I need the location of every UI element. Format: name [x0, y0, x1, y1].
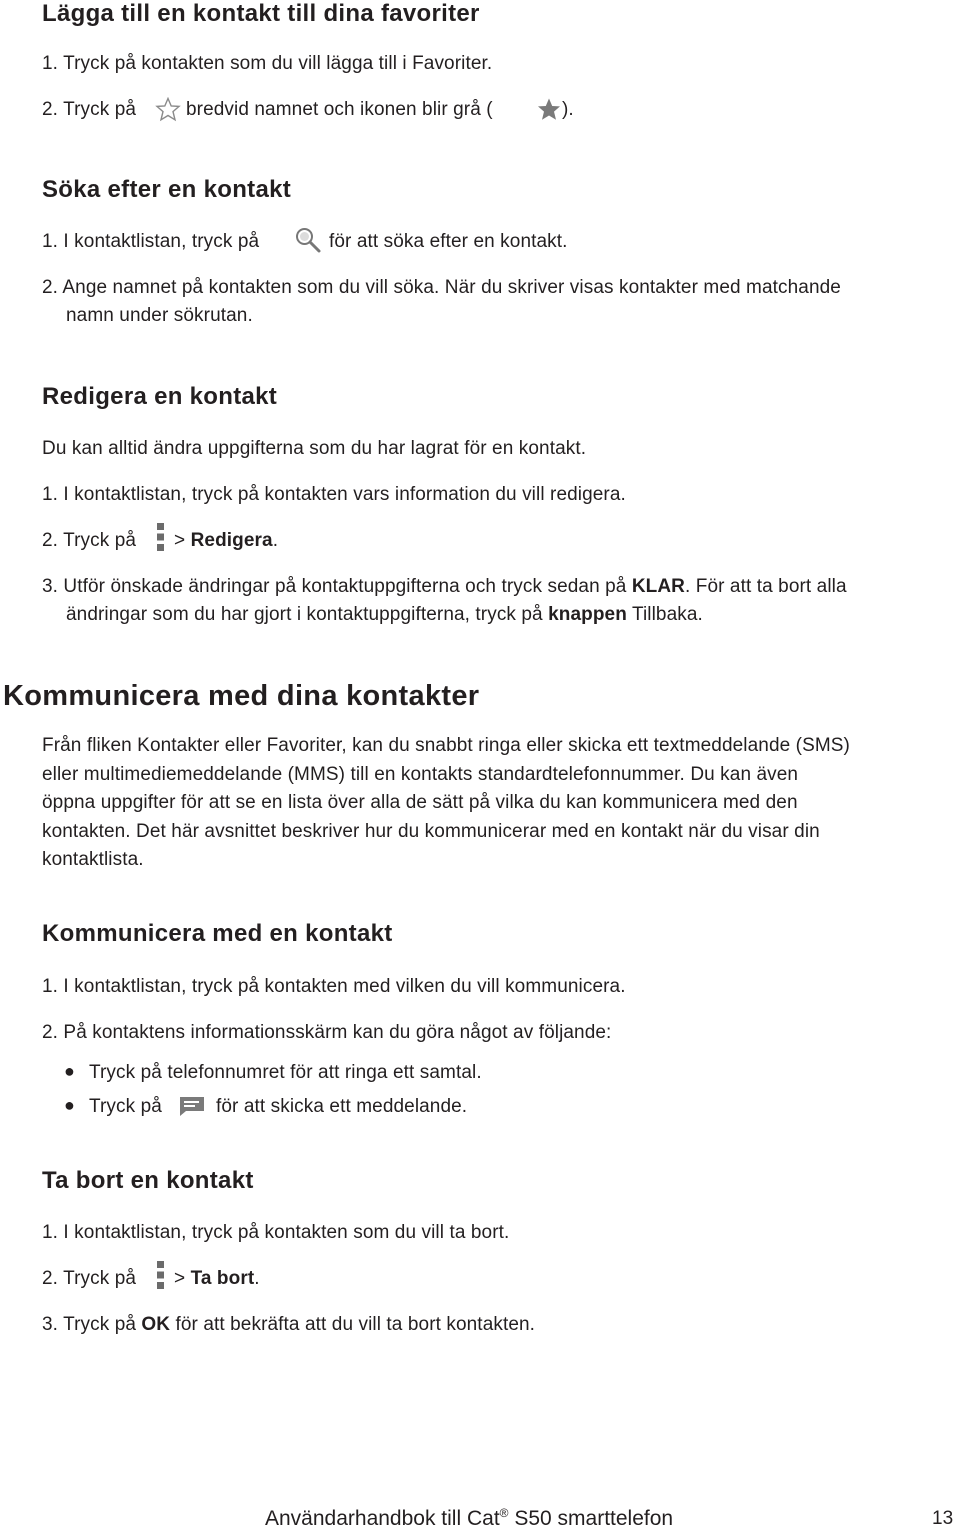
edit-step-2-start: 2. Tryck på	[42, 530, 137, 551]
search-step-2-line-1: 2. Ange namnet på kontakten som du vill söka. När du skriver visas kontakter med matchande	[42, 277, 841, 298]
delete-step-2-end: > Ta bort.	[174, 1268, 260, 1289]
communicate-step-1: 1. I kontaktlistan, tryck på kontakten med vilken du vill kommunicera.	[42, 976, 626, 997]
delete-step-2-start: 2. Tryck på	[42, 1268, 137, 1289]
favorites-step-1: 1. Tryck på kontakten som du vill lägga till i Favoriter.	[42, 53, 493, 74]
communicate-bullet-2-start: Tryck på	[89, 1096, 162, 1117]
section-title-delete: Ta bort en kontakt	[42, 1167, 254, 1194]
favorites-step-2-start: 2. Tryck på	[42, 99, 137, 120]
edit-action-label: Redigera	[190, 530, 273, 551]
communicate-step-2: 2. På kontaktens informationsskärm kan du göra något av följande:	[42, 1022, 612, 1043]
communicate-paragraph: Från fliken Kontakter eller Favoriter, kan du snabbt ringa eller skicka ett textmeddelande (SMS) eller multimediemeddelande (MMS) till en kontakts standardtelefonnummer. Du kan även öppna uppgifter för att se en lista över alla de sätt på vilka du kan kommunicera med den kontakten. Det här avsnittet beskriver hur du kommunicerar med en kontakt när du visar din kontaktlista.	[42, 735, 850, 870]
section-title-communicate-contact: Kommunicera med en kontakt	[42, 920, 393, 947]
edit-intro: Du kan alltid ändra uppgifterna som du har lagrat för en kontakt.	[42, 438, 587, 459]
search-step-1-end: för att söka efter en kontakt.	[329, 231, 568, 252]
communicate-bullet-2-end: för att skicka ett meddelande.	[216, 1096, 468, 1117]
search-step-1-start: 1. I kontaktlistan, tryck på	[42, 231, 260, 252]
section-title-edit: Redigera en kontakt	[42, 383, 278, 410]
done-label: KLAR	[631, 576, 685, 597]
favorites-step-2-middle: bredvid namnet och ikonen blir grå (	[186, 99, 493, 120]
star-outline-icon	[155, 97, 181, 127]
registered-mark: ®	[499, 1506, 509, 1520]
edit-step-3-line-1: 3. Utför önskade ändringar på kontaktuppgifterna och tryck sedan på KLAR. För att ta bort alla	[42, 576, 847, 597]
favorites-step-2-end: ).	[562, 99, 574, 120]
menu-icon	[156, 1260, 166, 1295]
search-icon	[294, 226, 322, 259]
button-label: knappen	[548, 604, 627, 625]
star-filled-icon	[536, 97, 562, 127]
delete-step-3: 3. Tryck på OK för att bekräfta att du vill ta bort kontakten.	[42, 1314, 536, 1335]
section-title-favorites: Lägga till en kontakt till dina favoriter	[42, 0, 480, 27]
message-icon	[178, 1095, 206, 1122]
section-title-search: Söka efter en kontakt	[42, 176, 292, 203]
page-number: 13	[932, 1508, 954, 1529]
chapter-title-communicate: Kommunicera med dina kontakter	[3, 680, 480, 712]
edit-step-1: 1. I kontaktlistan, tryck på kontakten vars information du vill redigera.	[42, 484, 626, 505]
bullet-1-marker: ●	[64, 1061, 75, 1081]
ok-label: OK	[141, 1314, 171, 1335]
delete-action-label: Ta bort	[190, 1268, 255, 1289]
bullet-2-marker: ●	[64, 1095, 75, 1115]
edit-step-3-line-2: ändringar som du har gjort i kontaktuppgifterna, tryck på knappen Tillbaka.	[66, 604, 703, 625]
menu-icon	[156, 522, 166, 557]
edit-step-2-end: > Redigera.	[174, 530, 279, 551]
communicate-bullet-1: Tryck på telefonnumret för att ringa ett samtal.	[89, 1062, 482, 1083]
delete-step-1: 1. I kontaktlistan, tryck på kontakten som du vill ta bort.	[42, 1222, 510, 1243]
footer-title: Användarhandbok till Cat® S50 smarttelefon	[265, 1506, 674, 1530]
search-step-2-line-2: namn under sökrutan.	[66, 305, 253, 326]
